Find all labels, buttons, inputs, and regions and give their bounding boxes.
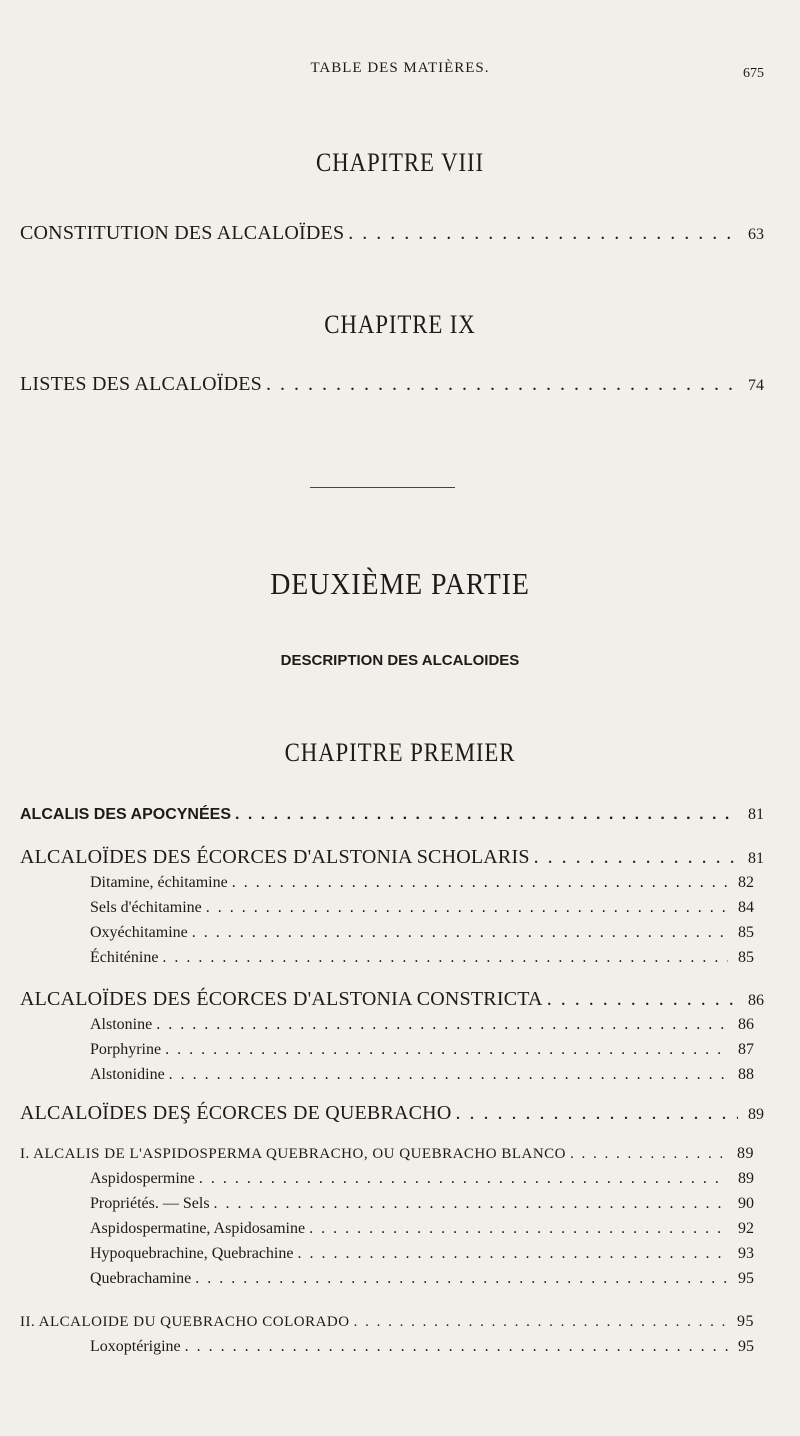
toc-section-quebracho-blanco[interactable] <box>20 1145 754 1163</box>
toc-subentry-label: Oxyéchitamine <box>90 924 188 941</box>
toc-subentry-label: Alstonidine <box>90 1066 165 1083</box>
toc-entry-label: CONSTITUTION DES ALCALOÏDES <box>20 222 345 244</box>
toc-subentry[interactable] <box>90 1016 754 1034</box>
dot-leader <box>206 899 728 917</box>
toc-entry-listes[interactable] <box>20 373 764 396</box>
toc-entry-page: 81 <box>748 806 764 823</box>
toc-subentry[interactable] <box>90 1066 754 1084</box>
toc-subentry-label: Aspidospermatine, Aspidosamine <box>90 1220 306 1237</box>
toc-subentry-page: 95 <box>738 1338 754 1355</box>
toc-subentry-page: 92 <box>738 1220 754 1237</box>
toc-subentry-label: Quebrachamine <box>90 1270 192 1287</box>
section-divider <box>310 487 455 488</box>
dot-leader <box>547 988 738 1011</box>
dot-leader <box>354 1314 728 1331</box>
toc-subentry[interactable] <box>90 1170 754 1188</box>
toc-subentry-page: 90 <box>738 1195 754 1212</box>
toc-subentry[interactable] <box>90 1220 754 1238</box>
dot-leader <box>199 1170 728 1188</box>
dot-leader <box>232 874 728 892</box>
dot-leader <box>266 373 738 396</box>
toc-entry-label: LISTES DES ALCALOÏDES <box>20 373 262 395</box>
toc-subentry[interactable] <box>90 1338 754 1356</box>
dot-leader <box>185 1338 728 1356</box>
toc-subentry-page: 87 <box>738 1041 754 1058</box>
toc-subentry-label: Échiténine <box>90 949 159 966</box>
toc-subentry-page: 85 <box>738 924 754 941</box>
chapter-9-heading: CHAPITRE IX <box>324 310 476 339</box>
toc-subentry[interactable] <box>90 1195 754 1213</box>
dot-leader <box>309 1220 728 1238</box>
toc-subentry-label: Ditamine, échitamine <box>90 874 228 891</box>
toc-subentry-label: Aspidospermine <box>90 1170 195 1187</box>
toc-subentry-page: 89 <box>738 1170 754 1187</box>
part-subtitle: DESCRIPTION DES ALCALOIDES <box>280 652 520 669</box>
toc-entry-apocynees[interactable] <box>20 806 764 824</box>
dot-leader <box>169 1066 728 1084</box>
toc-section-page: 89 <box>737 1145 754 1162</box>
chapter-8-heading: CHAPITRE VIII <box>316 148 484 177</box>
toc-subentry-page: 88 <box>738 1066 754 1083</box>
dot-leader <box>162 949 728 967</box>
chapter-1-heading: CHAPITRE PREMIER <box>284 738 516 767</box>
toc-subentry-page: 82 <box>738 874 754 891</box>
toc-subentry[interactable] <box>90 1270 754 1288</box>
toc-subentry-label: Hypoquebrachine, Quebrachine <box>90 1245 294 1262</box>
dot-leader <box>195 1270 728 1288</box>
toc-subentry-page: 95 <box>738 1270 754 1287</box>
toc-entry-page: 89 <box>748 1106 764 1123</box>
toc-section-label: I. ALCALIS DE L'ASPIDOSPERMA QUEBRACHO, OU QUEBRACHO BLANCO <box>20 1146 566 1162</box>
toc-subentry-label: Porphyrine <box>90 1041 162 1058</box>
toc-entry-page: 81 <box>748 850 764 867</box>
toc-section-quebracho-colorado[interactable] <box>20 1313 754 1331</box>
toc-entry-label: ALCALOÏDES DEŞ ÉCORCES DE QUEBRACHO <box>20 1102 452 1124</box>
toc-subentry-label: Alstonine <box>90 1016 153 1033</box>
toc-entry-scholaris[interactable] <box>20 846 764 869</box>
dot-leader <box>156 1016 728 1034</box>
toc-entry-label: ALCALOÏDES DES ÉCORCES D'ALSTONIA CONSTRICTA <box>20 988 543 1010</box>
toc-subentry-label: Propriétés. — Sels <box>90 1195 210 1212</box>
toc-subentry[interactable] <box>90 1245 754 1263</box>
toc-subentry[interactable] <box>90 949 754 967</box>
dot-leader <box>348 222 738 245</box>
toc-entry-label: ALCALOÏDES DES ÉCORCES D'ALSTONIA SCHOLARIS <box>20 846 530 868</box>
toc-subentry[interactable] <box>90 899 754 917</box>
running-title: TABLE DES MATIÈRES. <box>310 60 490 76</box>
toc-entry-page: 86 <box>748 992 764 1009</box>
toc-subentry-label: Loxoptérigine <box>90 1338 181 1355</box>
dot-leader <box>297 1245 728 1263</box>
page-number: 675 <box>743 66 764 81</box>
dot-leader <box>455 1102 738 1125</box>
toc-subentry[interactable] <box>90 924 754 942</box>
dot-leader <box>534 846 738 869</box>
toc-entry-constitution[interactable] <box>20 222 764 245</box>
toc-subentry-page: 93 <box>738 1245 754 1262</box>
dot-leader <box>235 806 738 824</box>
toc-subentry-page: 86 <box>738 1016 754 1033</box>
dot-leader <box>214 1195 728 1213</box>
toc-entry-label: ALCALIS DES APOCYNÉES <box>20 806 231 823</box>
toc-subentry-page: 85 <box>738 949 754 966</box>
toc-section-page: 95 <box>737 1313 754 1330</box>
toc-subentry-label: Sels d'échitamine <box>90 899 202 916</box>
toc-subentry-page: 84 <box>738 899 754 916</box>
toc-entry-page: 63 <box>748 226 764 243</box>
dot-leader <box>192 924 728 942</box>
toc-subentry[interactable] <box>90 1041 754 1059</box>
toc-section-label: II. ALCALOIDE DU QUEBRACHO COLORADO <box>20 1314 350 1330</box>
part-title: DEUXIÈME PARTIE <box>270 566 530 601</box>
dot-leader <box>570 1146 728 1163</box>
toc-subentry[interactable] <box>90 874 754 892</box>
dot-leader <box>165 1041 728 1059</box>
toc-entry-quebracho[interactable] <box>20 1102 764 1125</box>
toc-entry-constricta[interactable] <box>20 988 764 1011</box>
toc-entry-page: 74 <box>748 377 764 394</box>
